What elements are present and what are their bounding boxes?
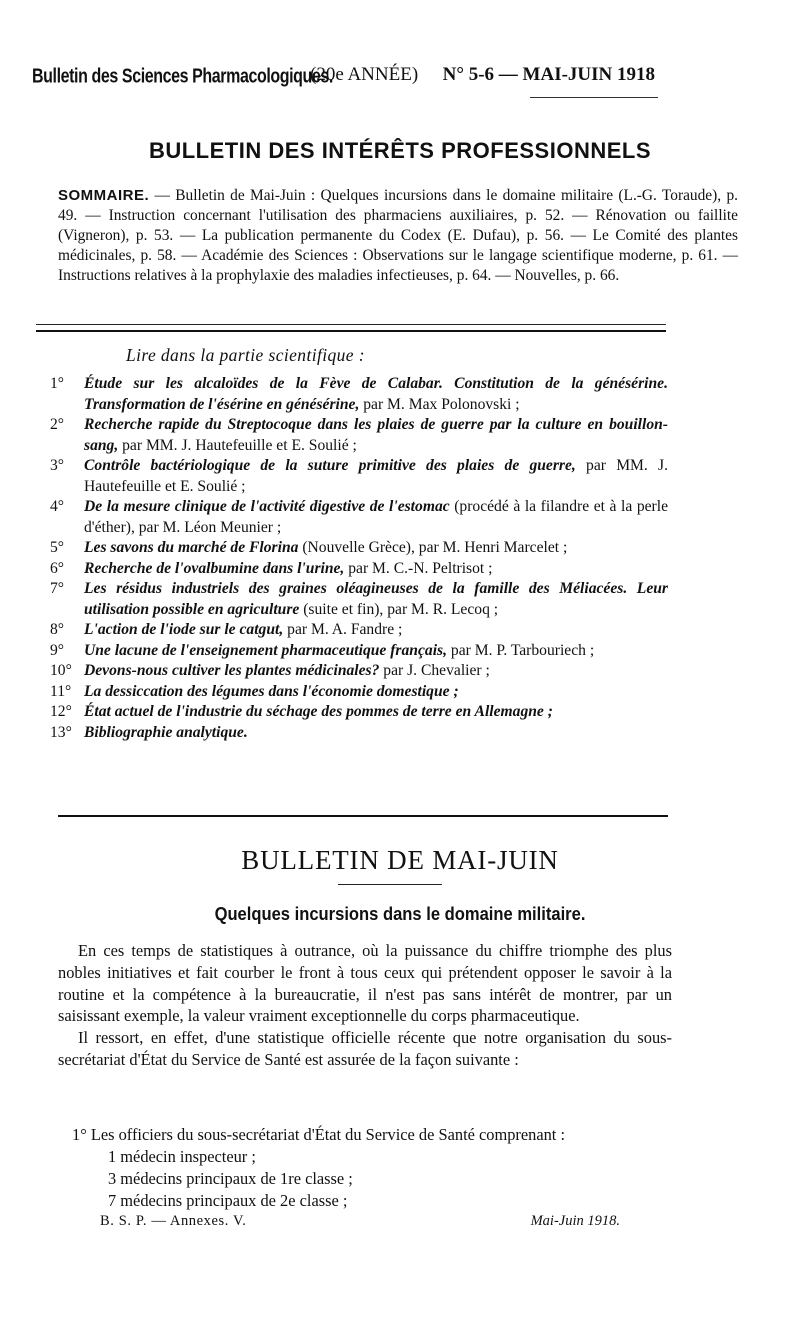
officer-list (72, 1124, 682, 1212)
toc-item (36, 723, 668, 744)
toc-title: Les résidus industriels des graines oléagineuses de la famille des Méliacées. Leur utilisation possible en agriculture (84, 580, 668, 618)
sommaire-text: — Bulletin de Mai-Juin : Quelques incursions dans le domaine militaire (L.-G. Toraude), p. 49. — Instruction concernant l'utilisation des pharmaciens auxiliaires, p. 52. — Rénovation ou faillite (Vigneron), p. 53. — La publication permanente du Codex (E. Dufau), p. 56. — Le Comité des plantes médicinales, p. 58. — Académie des Sciences : Observations sur le langage scientifique moderne, p. 61. — Instructions relatives à la prophylaxie des maladies infectieuses, p. 64. — Nouvelles, p. 66. (58, 187, 738, 284)
toc-author: (suite et fin), par M. R. Lecoq ; (299, 600, 499, 618)
toc-title: L'action de l'iode sur le catgut, (84, 621, 284, 638)
toc-number: 6° (50, 559, 65, 577)
toc-title: Une lacune de l'enseignement pharmaceutique français, (84, 641, 447, 659)
toc-author: (procédé à la filandre et à la perle d'éther), par M. Léon Meunier ; (84, 498, 669, 536)
toc-item (36, 702, 668, 723)
toc-author: par MM. J. Hautefeuille et E. Soulié ; (84, 457, 669, 495)
footer-left: B. S. P. — Annexes. V. (100, 1213, 247, 1229)
toc-title: La dessiccation des légumes dans l'économie domestique ; (84, 682, 459, 700)
toc-item (36, 579, 668, 620)
toc-item (36, 559, 668, 580)
article-body (58, 940, 672, 1071)
sommaire-block (58, 186, 738, 286)
toc-title: État actuel de l'industrie du séchage des pommes de terre en Allemagne ; (84, 703, 553, 720)
list-item: 3 médecins principaux de 1re classe ; (108, 1169, 353, 1188)
toc-title: Recherche rapide du Streptocoque dans les plaies de guerre par la culture en bouillon-sang, (84, 416, 668, 454)
toc-item (36, 641, 668, 662)
toc-title: Devons-nous cultiver les plantes médicinales? (84, 662, 380, 679)
lire-heading: Lire dans la partie scientifique : (126, 345, 365, 365)
toc-number: 7° (50, 580, 65, 597)
section-rule (58, 815, 668, 817)
header-rule (530, 97, 658, 98)
table-of-contents (36, 374, 668, 743)
toc-title: Étude sur les alcaloïdes de la Fève de Calabar. Constitution de la génésérine. Transformation de l'ésérine en génésérine, (84, 375, 668, 413)
paragraph: En ces temps de statistiques à outrance, où la puissance du chiffre triomphe des plus nobles initiatives et fait courber le front à tous ceux qui prétendent opposer le savoir à la routine et la compétence à la bureaucratie, il n'est pas sans intérêt de montrer, par un saisissant exemple, la valeur vraiment exceptionnelle du corps pharmaceutique. (58, 941, 672, 1026)
toc-author: par M. A. Fandre ; (283, 621, 403, 638)
toc-item (36, 456, 668, 497)
list-item: 1 médecin inspecteur ; (108, 1147, 256, 1166)
list-intro: 1° Les officiers du sous-secrétariat d'État du Service de Santé comprenant : (72, 1125, 566, 1144)
toc-author: par M. Max Polonovski ; (359, 395, 520, 413)
paragraph: Il ressort, en effet, d'une statistique officielle récente que notre organisation du sous-secrétariat d'État du Service de Santé est assurée de la façon suivante : (58, 1028, 672, 1069)
toc-item (36, 538, 668, 559)
title-underline (338, 884, 442, 885)
toc-number: 4° (50, 498, 65, 515)
toc-title: De la mesure clinique de l'activité digestive de l'estomac (84, 498, 450, 515)
toc-item (36, 661, 668, 682)
toc-item (36, 374, 668, 415)
toc-number: 2° (50, 416, 65, 433)
section-title: BULLETIN DES INTÉRÊTS PROFESSIONNELS (148, 138, 652, 163)
running-header (32, 64, 655, 90)
double-rule (36, 324, 666, 332)
toc-number: 5° (50, 539, 65, 556)
issue-number: N° 5-6 — MAI-JUIN 1918 (442, 64, 655, 85)
journal-year: (20e ANNÉE) (310, 64, 419, 85)
toc-number: 12° (50, 703, 72, 720)
list-item: 7 médecins principaux de 2e classe ; (108, 1191, 348, 1210)
article-title: Quelques incursions dans le domaine militaire. (214, 904, 586, 924)
toc-item (36, 415, 668, 456)
toc-author: par J. Chevalier ; (379, 662, 490, 679)
toc-number: 8° (50, 621, 65, 638)
toc-number: 1° (50, 375, 65, 392)
toc-title: Les savons du marché de Florina (84, 539, 299, 556)
toc-number: 10° (50, 662, 72, 679)
toc-item (36, 682, 668, 703)
toc-item (36, 620, 668, 641)
toc-author: (Nouvelle Grèce), par M. Henri Marcelet ; (298, 539, 568, 556)
toc-title: Contrôle bactériologique de la suture primitive des plaies de guerre, (84, 457, 576, 474)
toc-number: 11° (50, 682, 72, 700)
journal-name: Bulletin des Sciences Pharmacologiques. (32, 66, 333, 88)
toc-author: par MM. J. Hautefeuille et E. Soulié ; (118, 436, 357, 454)
toc-title: Recherche de l'ovalbumine dans l'urine, (84, 559, 345, 577)
toc-author: par M. C.-N. Peltrisot ; (344, 559, 493, 577)
toc-number: 3° (50, 457, 65, 474)
footer-right: Mai-Juin 1918. (530, 1213, 620, 1229)
toc-author: par M. P. Tarbouriech ; (447, 641, 595, 659)
toc-title: Bibliographie analytique. (84, 723, 248, 741)
bulletin-title: BULLETIN DE MAI-JUIN (241, 845, 559, 875)
sommaire-label: SOMMAIRE. (58, 187, 150, 204)
toc-number: 13° (50, 723, 72, 741)
toc-item (36, 497, 668, 538)
toc-number: 9° (50, 641, 65, 659)
